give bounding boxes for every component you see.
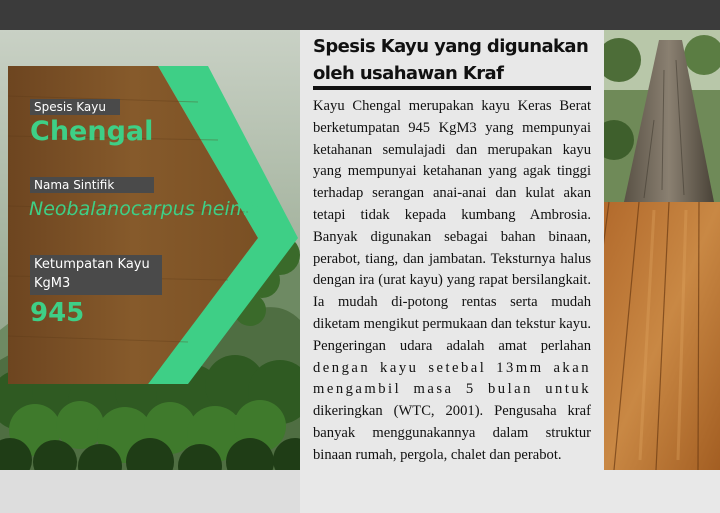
article-headline (313, 33, 593, 87)
bottom-strip (0, 470, 300, 513)
article-body (313, 96, 591, 467)
species-label: Spesis Kayu (30, 99, 120, 115)
tree-and-floor-photos (604, 30, 720, 470)
headline-underline (313, 86, 591, 90)
headline-line1: Spesis Kayu yang digunakan (313, 36, 589, 57)
right-photo-collage (604, 30, 720, 470)
density-label-line2: KgM3 (34, 276, 71, 291)
scientific-name-label: Nama Sintifik (30, 177, 154, 193)
forest-photo (0, 30, 300, 470)
body-part-3: dikeringkan (WTC, 2001). Pengusaha kraf banyak menggunakannya dalam struktur binaan rumah, pergola, chalet dan perabot. (313, 403, 591, 463)
density-value: 945 (30, 298, 85, 328)
body-part-2: dengan kayu setebal 13mm akan mengambil masa 5 bulan untuk (313, 359, 591, 398)
species-value: Chengal (30, 116, 154, 147)
density-label (30, 255, 162, 295)
scientific-name-value: Neobalanocarpus heimil (29, 198, 259, 220)
density-label-line1: Ketumpatan Kayu (34, 257, 150, 272)
top-bar (0, 0, 720, 30)
headline-line2: oleh usahawan Kraf (313, 63, 504, 84)
body-part-1: Kayu Chengal merupakan kayu Keras Berat berketumpatan 945 KgM3 yang mempunyai ketahanan semulajadi dan merupakan kayu yang mempunyai ketahanan yang agak tinggi terhadap serangan anai-anai dan kulat akan tetapi tidak kepada kumbang Ambrosia. Banyak digunakan sebagai bahan binaan, perabot, tiang, dan jambatan. Teksturnya halus dengan ira (urat kayu) yang rapat bersilangkait. Ia mudah di-potong rentas serta mudah diketam mengikut permukaan dan tekstur kayu. Pengeringan udara adalah amat perlahan (313, 98, 592, 354)
